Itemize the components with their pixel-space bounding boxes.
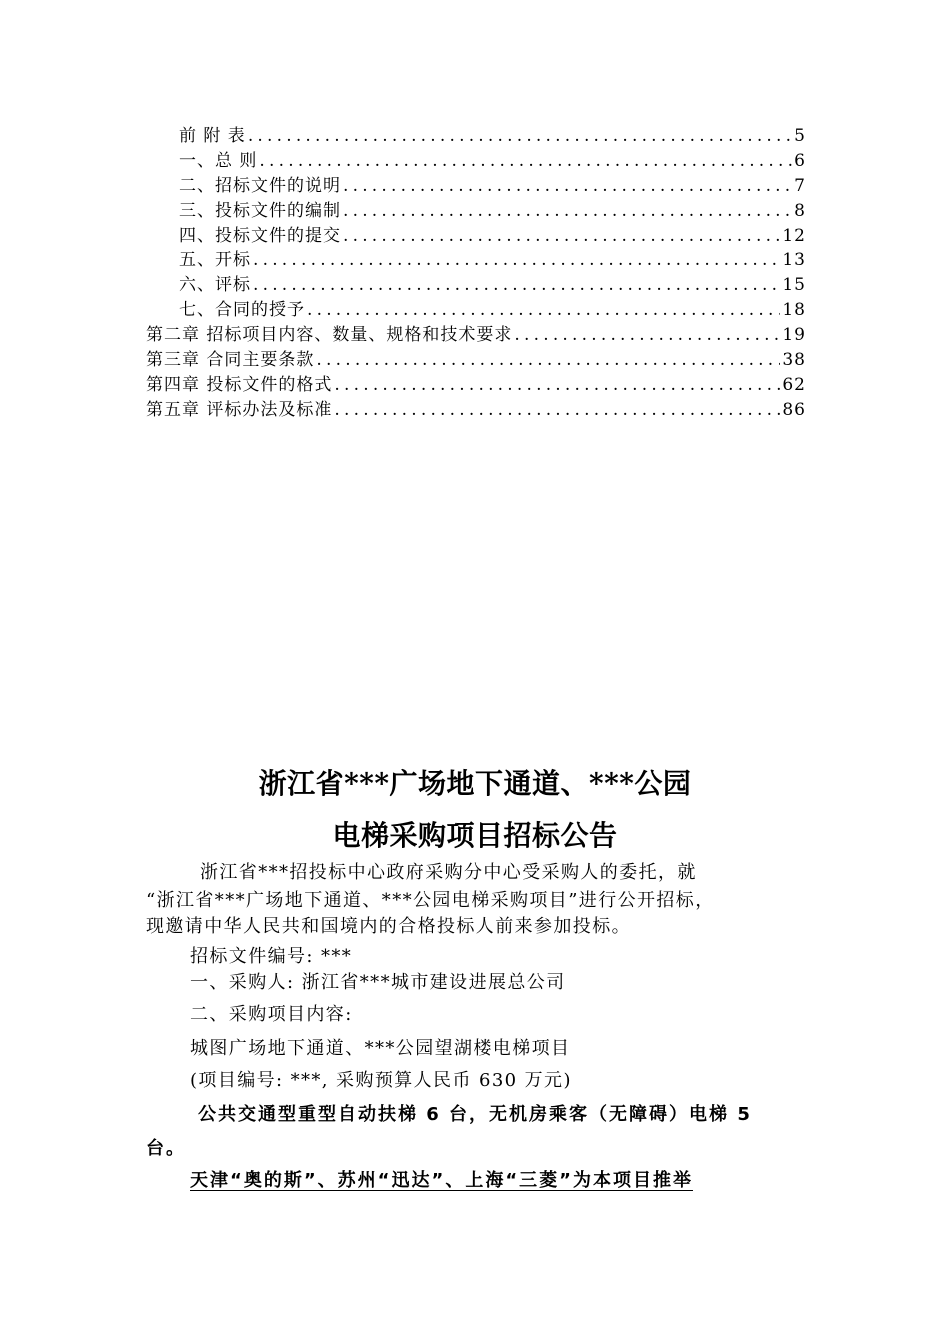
toc-dot-leader	[253, 248, 780, 273]
toc-entry-page: 19	[782, 325, 806, 346]
purchaser: 一、采购人: 浙江省***城市建设进展总公司	[190, 972, 566, 993]
toc-entry-label: 前 附 表	[179, 125, 246, 146]
intro-line-1: 浙江省***招投标中心政府采购分中心受采购人的委托，就	[200, 862, 697, 883]
toc-entry-label: 一、总 则	[179, 150, 258, 171]
table-of-contents	[146, 124, 806, 423]
toc-dot-leader	[343, 199, 792, 224]
toc-entry[interactable]	[146, 348, 806, 373]
toc-dot-leader	[259, 149, 792, 174]
toc-entry-page: 62	[782, 374, 806, 395]
doc-number: 招标文件编号: ***	[190, 946, 353, 967]
equipment-line-1: 公共交通型重型自动扶梯 6 台，无机房乘客（无障碍）电梯 5	[198, 1104, 752, 1125]
toc-dot-leader	[334, 373, 780, 398]
intro-line-3: 现邀请中华人民共和国境内的合格投标人前来参加投标。	[146, 916, 631, 937]
toc-entry-label: 七、合同的授予	[179, 300, 305, 321]
toc-entry[interactable]	[146, 298, 806, 323]
toc-entry[interactable]	[146, 199, 806, 224]
toc-entry-page: 12	[782, 225, 806, 246]
notice-title-line-1: 浙江省***广场地下通道、***公园	[258, 767, 692, 800]
toc-dot-leader	[334, 398, 780, 423]
equipment-line-2: 台。	[146, 1138, 186, 1159]
toc-entry[interactable]	[146, 224, 806, 249]
toc-entry[interactable]	[146, 373, 806, 398]
toc-entry-label: 五、开标	[179, 250, 251, 271]
toc-entry[interactable]	[146, 398, 806, 423]
toc-dot-leader	[307, 298, 780, 323]
toc-entry[interactable]	[146, 124, 806, 149]
toc-dot-leader	[248, 124, 792, 149]
toc-dot-leader	[253, 273, 780, 298]
toc-entry-label: 六、评标	[179, 275, 251, 296]
intro-line-2: “浙江省***广场地下通道、***公园电梯采购项目”进行公开招标，	[146, 890, 715, 911]
toc-entry-page: 7	[794, 175, 806, 196]
toc-entry-page: 6	[794, 150, 806, 171]
toc-entry-page: 86	[782, 399, 806, 420]
toc-entry[interactable]	[146, 323, 806, 348]
toc-dot-leader	[343, 174, 792, 199]
toc-entry-page: 15	[782, 275, 806, 296]
toc-entry-page: 18	[782, 300, 806, 321]
toc-dot-leader	[514, 323, 780, 348]
toc-entry-label: 三、投标文件的编制	[179, 200, 341, 221]
toc-entry[interactable]	[146, 248, 806, 273]
toc-entry-label: 第四章 投标文件的格式	[146, 374, 333, 395]
toc-entry-label: 第二章 招标项目内容、数量、规格和技术要求	[146, 325, 513, 346]
recommended-brands: 天津“奥的斯”、苏州“迅达”、上海“三菱”为本项目推举	[190, 1170, 693, 1191]
toc-entry-page: 8	[794, 200, 806, 221]
toc-dot-leader	[343, 224, 780, 249]
toc-entry-label: 第三章 合同主要条款	[146, 350, 315, 370]
toc-entry[interactable]	[146, 273, 806, 298]
content-heading: 二、采购项目内容:	[190, 1004, 353, 1025]
notice-title-line-2: 电梯采购项目招标公告	[332, 819, 618, 852]
toc-entry-label: 第五章 评标办法及标准	[146, 399, 333, 420]
toc-entry-label: 四、投标文件的提交	[179, 225, 341, 246]
project-budget: (项目编号: ***, 采购预算人民币 630 万元)	[190, 1070, 572, 1091]
toc-entry-label: 二、招标文件的说明	[179, 175, 341, 196]
toc-entry-page: 13	[782, 250, 806, 271]
toc-dot-leader	[316, 348, 780, 373]
project-name: 城图广场地下通道、***公园望湖楼电梯项目	[190, 1038, 571, 1059]
toc-entry[interactable]	[146, 149, 806, 174]
toc-entry[interactable]	[146, 174, 806, 199]
toc-entry-page: 38	[782, 350, 806, 370]
toc-entry-page: 5	[794, 125, 806, 146]
